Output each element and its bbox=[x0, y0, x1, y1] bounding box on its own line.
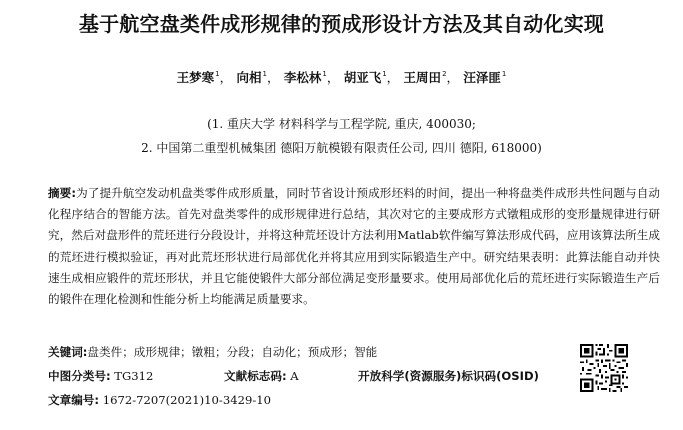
qr-code-icon[interactable] bbox=[580, 344, 628, 392]
author-name: 王梦寒 bbox=[176, 70, 215, 85]
article-number-value: 1672-7207(2021)10-3429-10 bbox=[102, 393, 272, 407]
document-code bbox=[224, 368, 299, 384]
author-name: 胡亚飞 bbox=[343, 70, 382, 85]
abstract-label: 摘要: bbox=[48, 186, 76, 200]
osid-label: 开放科学(资源服务)标识码(OSID) bbox=[358, 369, 539, 383]
author-name: 王周田 bbox=[403, 70, 442, 85]
paper-title: 基于航空盘类件成形规律的预成形设计方法及其自动化实现 bbox=[78, 12, 605, 36]
abstract bbox=[48, 183, 660, 310]
author-affiliation-mark: 1 bbox=[382, 70, 387, 78]
abstract-text: 为了提升航空发动机盘类零件成形质量，同时节省设计预成形坯料的时间，提出一种将盘类件成形共性问题与自动化程序结合的智能方法。首先对盘类零件的成形规律进行总结，其次对它的主要成形方式镦粗成形的变形量规律进行研究，然后对盘形件的荒坯进行分段设计，并将这种荒坯设计方法利用Matlab软件编写算法形成代码，应用该算法所生成的荒坯进行模拟验证，再对此荒坯形状进行局部优化并将其应用到实际锻造生产中。研究结果表明：此算法能自动并快速生成相应锻件的荒坯形状，并且它能使锻件大部分部位满足变形量要求。使用局部优化后的荒坯进行实际锻造生产后的锻件在理化检测和性能分析上均能满足质量要求。 bbox=[48, 186, 660, 307]
classification-label: 中图分类号: bbox=[48, 369, 111, 383]
article-number-label: 文章编号: bbox=[48, 393, 100, 407]
author-affiliation-mark: 1 bbox=[322, 70, 327, 78]
author-affiliation-mark: 2 bbox=[442, 70, 447, 78]
document-code-label: 文献标志码: bbox=[224, 369, 287, 383]
author-list: 王梦寒$^1$， 向相$^1$， 李松林$^1$， 胡亚飞$^1$， 王周田$^2$， 汪泽匪$^1$ bbox=[176, 70, 507, 85]
classification-value: TG312 bbox=[114, 369, 154, 383]
author-name: 向相 bbox=[236, 70, 262, 85]
author-affiliation-mark: 1 bbox=[215, 70, 220, 78]
affiliation-line-1: (1. 重庆大学 材料科学与工程学院, 重庆, 400030; bbox=[207, 117, 476, 131]
keywords bbox=[48, 344, 377, 360]
document-code-value: A bbox=[290, 369, 299, 383]
author-name: 汪泽匪 bbox=[463, 70, 501, 85]
author-affiliation-mark: 1 bbox=[262, 70, 267, 78]
author-name: 李松林 bbox=[283, 70, 322, 85]
keywords-text: 盘类件；成形规律；镦粗；分段；自动化；预成形；智能 bbox=[87, 345, 378, 359]
classification-number bbox=[48, 368, 153, 384]
author-affiliation-mark: 1 bbox=[501, 70, 507, 78]
keywords-label: 关键词: bbox=[48, 345, 88, 359]
affiliation-line-2: 2. 中国第二重型机械集团 德阳万航模锻有限责任公司, 四川 德阳, 618000) bbox=[141, 141, 542, 155]
article-number bbox=[48, 392, 271, 408]
